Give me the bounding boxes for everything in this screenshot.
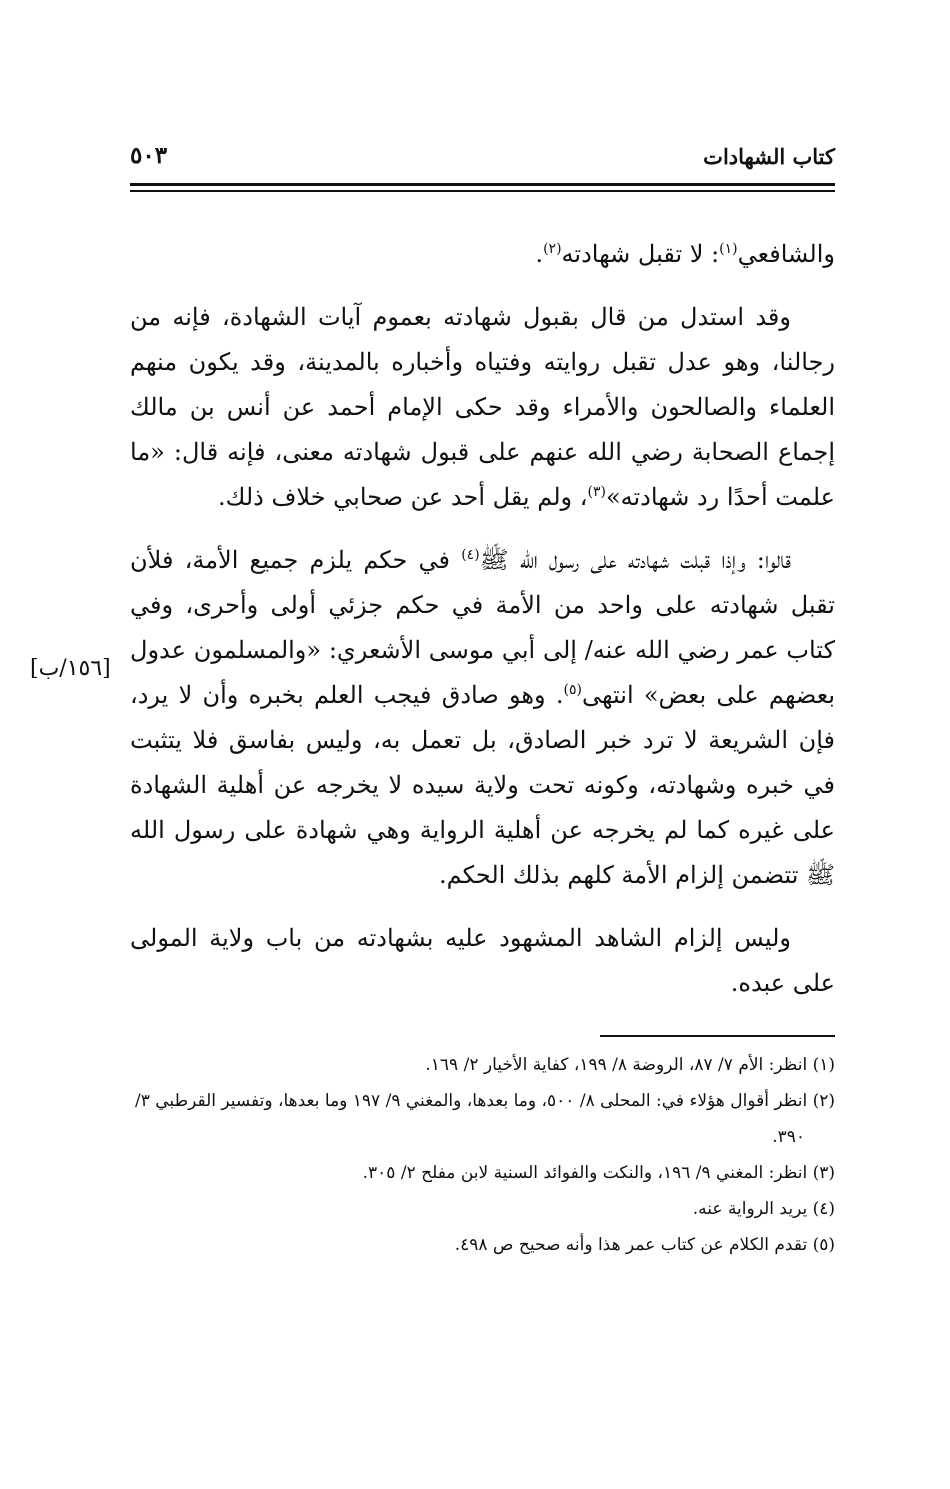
footnote-ref-1: (١)	[719, 241, 738, 257]
footnote-1: (١) انظر: الأم ٧/ ٨٧، الروضة ٨/ ١٩٩، كفاية الأخيار ٢/ ١٦٩.	[425, 1055, 835, 1075]
paragraph-3-text-a: قالوا: وإذا قبلت شهادته على رسول الله ﷺ	[479, 546, 791, 574]
page-header	[130, 138, 835, 180]
paragraph-3-text-b: في حكم يلزم جميع الأمة، فلأن تقبل شهادته على واحد من الأمة في حكم جزئي أولى وأحرى، وفي كتاب عمر رضي الله عنه/ إلى أبي موسى الأشعري: «والمسلمون عدول بعضهم على بعض» انتهى	[130, 546, 836, 709]
paragraph-4: وليس إلزام الشاهد المشهود عليه بشهادته من باب ولاية المولى على عبده.	[130, 924, 835, 997]
paragraph-2-text-a: وقد استدل من قال بقبول شهادته بعموم آيات الشهادة، فإنه من رجالنا، وهو عدل تقبل روايته وفتياه وأخباره بالمدينة، وقد يكون منهم العلماء والصالحون والأمراء وقد حكى الإمام أحمد عن أنس بن مالك إجماع الصحابة رضي الله عنهم على قبول شهادته معنى، فإنه قال: «ما علمت أحدًا رد شهادته»	[130, 303, 835, 511]
footnote-2: (٢) انظر أقوال هؤلاء في: المحلى ٨/ ٥٠٠، وما بعدها، والمغني ٩/ ١٩٧ وما بعدها، وتفسير القرطبي ٣/ ٣٩٠.	[134, 1091, 835, 1147]
footnote-5: (٥) تقدم الكلام عن كتاب عمر هذا وأنه صحيح ص ٤٩٨.	[454, 1235, 835, 1255]
paragraph-1-text-b: : لا تقبل شهادته	[561, 240, 720, 268]
footnote-ref-5: (٥)	[563, 682, 582, 698]
paragraph-1-text-a: والشافعي	[737, 240, 835, 268]
header-rule-thin	[130, 190, 835, 192]
paragraph-2-text-b: ، ولم يقل أحد عن صحابي خلاف ذلك.	[218, 483, 588, 511]
chapter-title: كتاب الشهادات	[703, 144, 835, 169]
page-number: ٥٠٣	[130, 142, 168, 169]
main-text	[130, 232, 835, 1024]
footnotes	[130, 1047, 835, 1263]
footnote-3: (٣) انظر: المغني ٩/ ١٩٦، والنكت والفوائد السنية لابن مفلح ٢/ ٣٠٥.	[362, 1163, 835, 1183]
footnote-ref-3: (٣)	[587, 484, 606, 500]
paragraph-1-text-c: .	[535, 240, 544, 268]
header-rule-thick	[130, 183, 835, 186]
footnote-ref-2: (٢)	[543, 241, 562, 257]
footnote-4: (٤) يريد الرواية عنه.	[692, 1199, 835, 1219]
paragraph-2	[130, 295, 835, 520]
footnote-separator	[600, 1035, 835, 1037]
footnote-ref-4: (٤)	[461, 547, 480, 563]
manuscript-folio-marker: [١٥٦/ب]	[30, 656, 111, 681]
paragraph-3-text-c: . وهو صادق فيجب العلم بخبره وأن لا يرد، فإن الشريعة لا ترد خبر الصادق، بل تعمل به، وليس بفاسق فلا يتثبت في خبره وشهادته، وكونه تحت ولاية سيده لا يخرجه عن أهلية الشهادة على غيره كما لم يخرجه عن أهلية الرواية وهي شهادة على رسول الله ﷺ تتضمن إلزام الأمة كلهم بذلك الحكم.	[130, 681, 835, 889]
paragraph-1	[130, 232, 835, 277]
paragraph-3	[130, 538, 835, 898]
